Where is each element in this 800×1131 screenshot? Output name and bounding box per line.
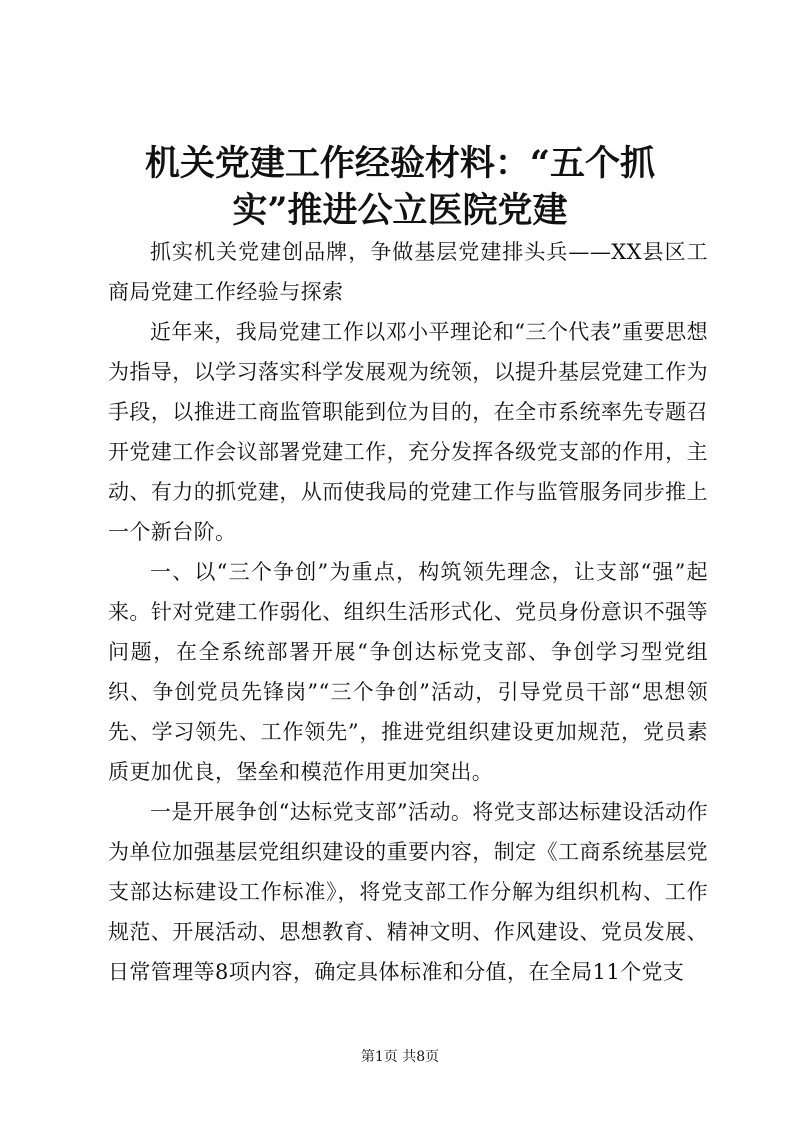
document-body (108, 232, 708, 992)
paragraph-subtitle: 抓实机关党建创品牌，争做基层党建排头兵——XX县区工商局党建工作经验与探索 (108, 240, 708, 304)
document-title: 机关党建工作经验材料：“五个抓实”推进公立医院党建 (144, 143, 656, 231)
paragraph-intro: 近年来，我局党建工作以邓小平理论和“三个代表”重要思想为指导，以学习落实科学发展观为统领，以提升基层党建工作为手段，以推进工商监管职能到位为目的，在全市系统率先专题召开党建工作会议部署党建工作，充分发挥各级党支部的作用，主动、有力的抓党建，从而使我局的党建工作与监管服务同步推上一个新台阶。 (108, 320, 708, 544)
paragraph-item-1: 一是开展争创“达标党支部”活动。将党支部达标建设活动作为单位加强基层党组织建设的重要内容，制定《工商系统基层党支部达标建设工作标准》，将党支部工作分解为组织机构、工作规范、开展活动、思想教育、精神文明、作风建设、党员发展、日常管理等8项内容，确定具体标准和分值，在全局11个党支 (108, 800, 708, 984)
page-footer: 第1页 共8页 (360, 1049, 440, 1065)
paragraph-section-1: 一、以“三个争创”为重点，构筑领先理念，让支部“强”起来。针对党建工作弱化、组织生活形式化、党员身份意识不强等问题，在全系统部署开展“争创达标党支部、争创学习型党组织、争创党员先锋岗”“三个争创”活动，引导党员干部“思想领先、学习领先、工作领先”，推进党组织建设更加规范，党员素质更加优良，堡垒和模范作用更加突出。 (108, 560, 708, 784)
